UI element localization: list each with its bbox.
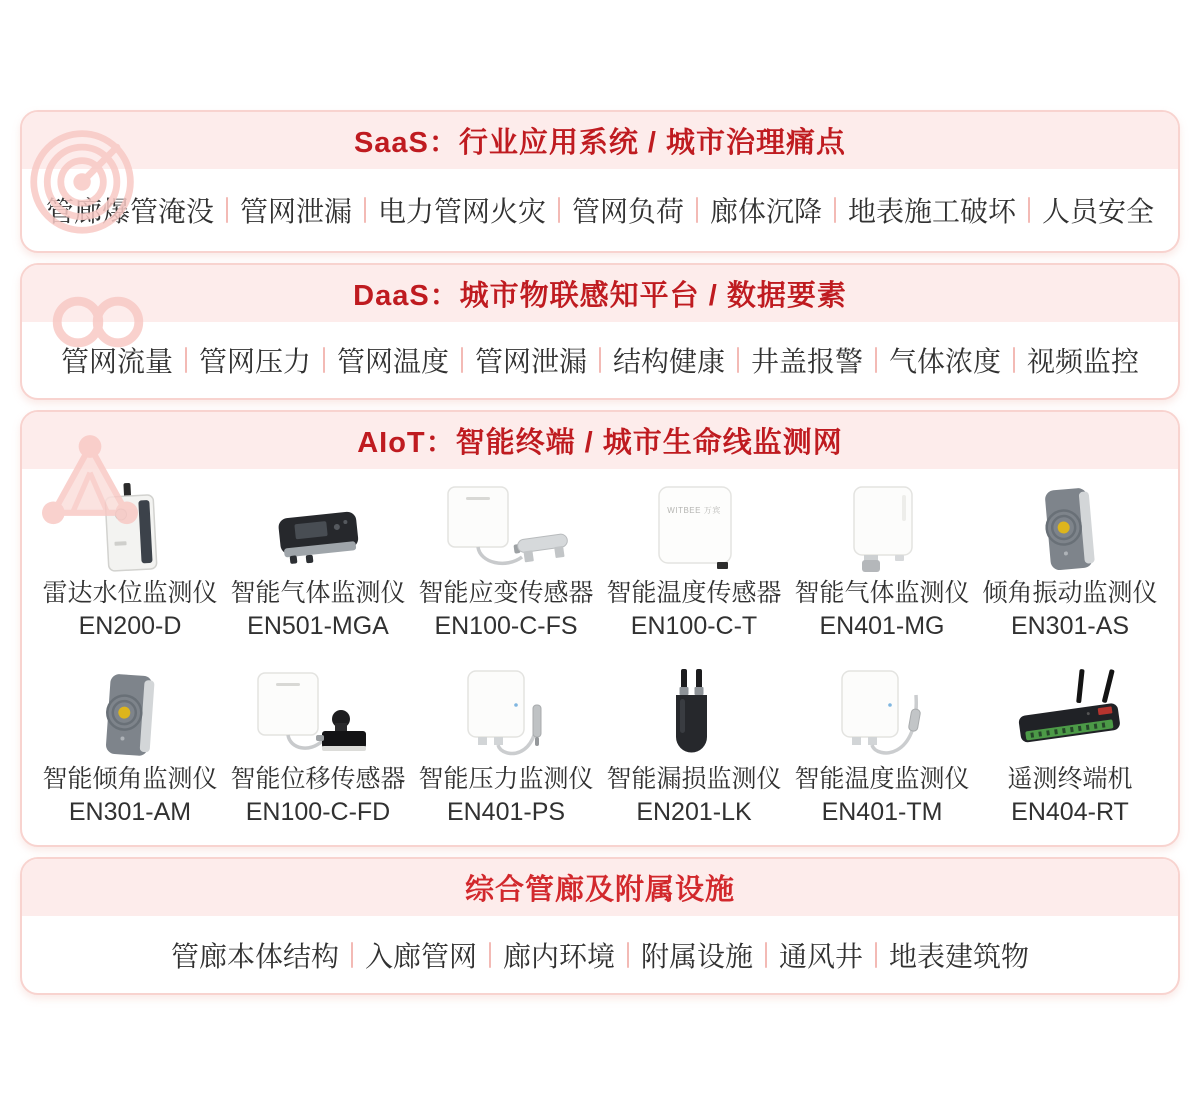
- device-model: EN401-TM: [821, 798, 943, 826]
- device-EN100-C-T: [600, 481, 788, 643]
- saas-title: SaaS：行业应用系统 / 城市治理痛点: [353, 127, 847, 159]
- device-name: 智能温度监测仪: [794, 765, 970, 793]
- device-EN401-PS: [412, 667, 600, 829]
- device-EN200-D: [36, 481, 224, 643]
- telemetry-terminal-device-photo: [976, 667, 1164, 763]
- device-model: EN501-MGA: [247, 612, 389, 640]
- device-model: EN401-MG: [819, 612, 945, 640]
- device-name: 倾角振动监测仪: [982, 579, 1158, 607]
- device-name: 智能位移传感器: [230, 765, 406, 793]
- device-name: 智能漏损监测仪: [606, 765, 782, 793]
- daas-item: 井盖报警: [751, 346, 864, 377]
- device-EN100-C-FD: [224, 667, 412, 829]
- daas-item: 视频监控: [1027, 346, 1140, 377]
- saas-item: 地表施工破坏: [848, 196, 1017, 227]
- corridor-item: 廊内环境: [502, 940, 615, 972]
- device-model: EN301-AM: [68, 798, 192, 826]
- device-model: EN100-C-FD: [245, 798, 391, 826]
- corridor-item: 入廊管网: [364, 940, 477, 972]
- daas-item: 管网压力: [198, 346, 311, 377]
- device-EN401-MG: [788, 481, 976, 643]
- device-model: EN201-LK: [636, 798, 752, 826]
- aiot-title: AIoT：智能终端 / 城市生命线监测网: [357, 427, 843, 459]
- temperature-monitor-device-photo: [788, 667, 976, 763]
- saas-item: 管廊爆管淹没: [45, 196, 214, 227]
- displacement-sensor-device-photo: [224, 667, 412, 763]
- saas-item: 廊体沉降: [710, 196, 823, 227]
- device-EN401-TM: [788, 667, 976, 829]
- device-name: 雷达水位监测仪: [42, 579, 218, 607]
- device-EN100-C-FS: [412, 481, 600, 643]
- saas-item: 人员安全: [1042, 196, 1155, 227]
- leak-monitor-device-photo: [600, 667, 788, 763]
- device-EN301-AS: [976, 481, 1164, 643]
- device-name: 智能温度传感器: [606, 579, 782, 607]
- daas-item: 气体浓度: [889, 346, 1002, 377]
- temperature-sensor-panel-device-photo: [600, 481, 788, 577]
- device-model: EN401-PS: [446, 798, 566, 826]
- aiot-device-grid: [22, 469, 1178, 845]
- device-model: EN404-RT: [1011, 798, 1129, 826]
- strain-sensor-device-photo: [412, 481, 600, 577]
- daas-item: 结构健康: [613, 346, 726, 377]
- corridor-header: [22, 859, 1178, 916]
- device-name: 智能倾角监测仪: [42, 765, 218, 793]
- device-EN404-RT: [976, 667, 1164, 829]
- device-name: 智能压力监测仪: [418, 765, 594, 793]
- device-model: EN100-C-FS: [434, 612, 578, 640]
- radar-water-level-device-photo: [36, 481, 224, 577]
- daas-header: [22, 265, 1178, 322]
- daas-item: 管网流量: [60, 346, 173, 377]
- device-name: 遥测终端机: [1007, 765, 1133, 793]
- saas-item: 电力管网火灾: [377, 196, 546, 227]
- gas-monitor-flat-device-photo: [224, 481, 412, 577]
- saas-item: 管网负荷: [571, 196, 684, 227]
- daas-item: 管网温度: [336, 346, 449, 377]
- saas-item: 管网泄漏: [239, 196, 352, 227]
- daas-section: [20, 263, 1180, 400]
- device-model: EN200-D: [78, 612, 182, 640]
- pressure-monitor-device-photo: [412, 667, 600, 763]
- corridor-item: 管廊本体结构: [170, 940, 339, 972]
- device-EN501-MGA: [224, 481, 412, 643]
- daas-item: 管网泄漏: [474, 346, 587, 377]
- corridor-items-row: [22, 916, 1178, 993]
- corridor-section: [20, 857, 1180, 995]
- saas-header: [22, 112, 1178, 169]
- witbee-brand-label: WITBEE 万宾: [667, 506, 721, 515]
- corridor-item: 附属设施: [641, 940, 754, 972]
- corridor-item: 地表建筑物: [889, 940, 1030, 972]
- corridor-title: 综合管廊及附属设施: [464, 874, 735, 906]
- device-name: 智能应变传感器: [418, 579, 594, 607]
- device-EN201-LK: [600, 667, 788, 829]
- tilt-vibration-device-photo: [976, 481, 1164, 577]
- gas-monitor-box-device-photo: [788, 481, 976, 577]
- corridor-item: 通风井: [779, 940, 864, 972]
- device-name: 智能气体监测仪: [230, 579, 406, 607]
- aiot-header: [22, 412, 1178, 469]
- device-model: EN301-AS: [1010, 612, 1130, 640]
- saas-items-row: [22, 169, 1178, 251]
- daas-items-row: [22, 322, 1178, 398]
- device-EN301-AM: [36, 667, 224, 829]
- tilt-monitor-device-photo: [36, 667, 224, 763]
- device-model: EN100-C-T: [630, 612, 758, 640]
- daas-title: DaaS：城市物联感知平台 / 数据要素: [353, 280, 847, 312]
- device-name: 智能气体监测仪: [794, 579, 970, 607]
- saas-section: [20, 110, 1180, 253]
- aiot-section: [20, 410, 1180, 847]
